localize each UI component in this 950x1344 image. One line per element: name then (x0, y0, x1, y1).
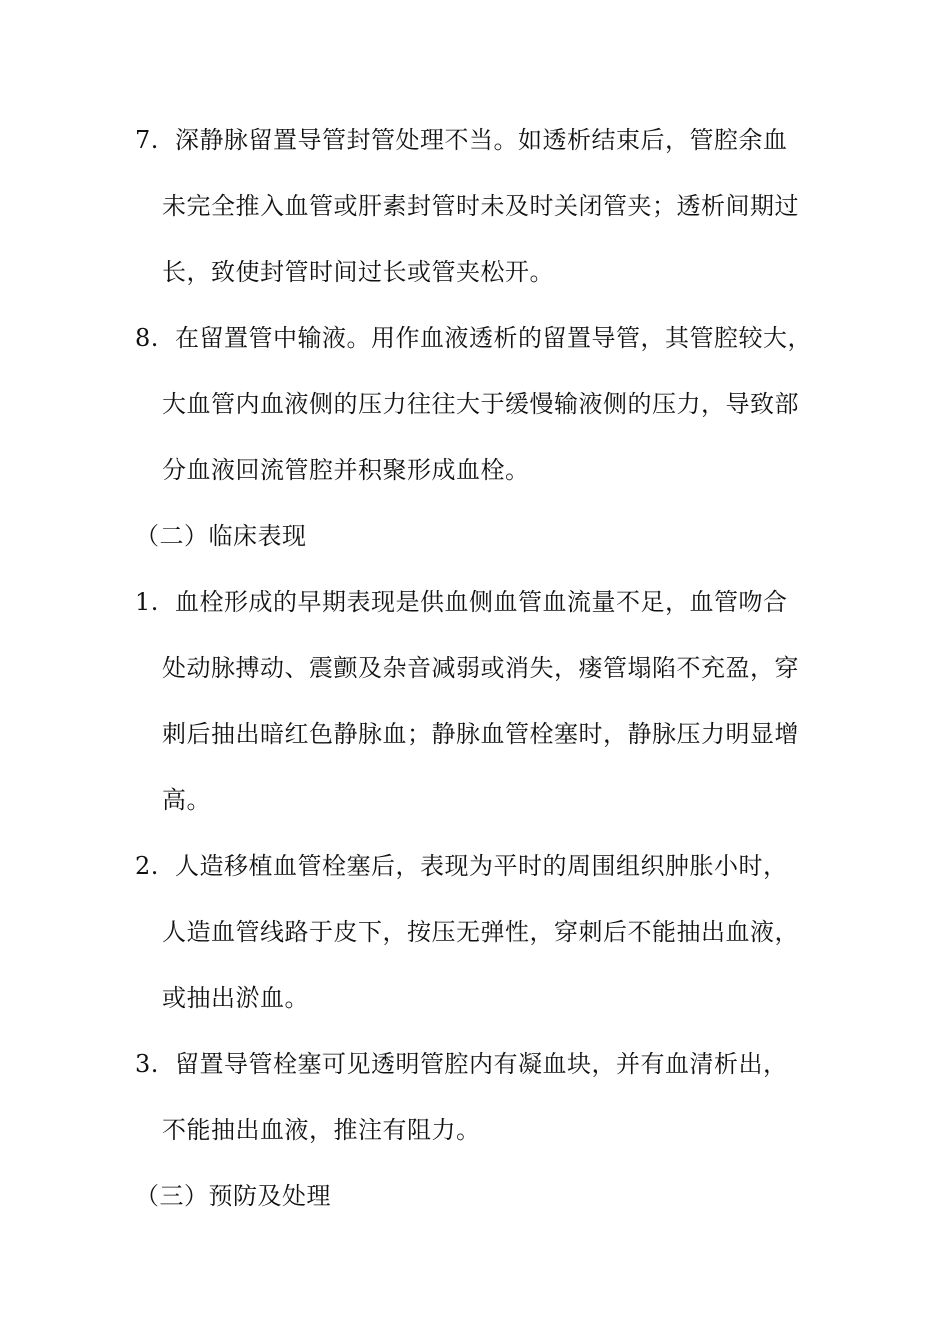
list-item-7-line-1 (135, 125, 788, 155)
list-item-s2-1-line-2: 处动脉搏动、震颤及杂音减弱或消失，瘘管塌陷不充盈，穿 (162, 654, 799, 682)
list-item-s2-2-line-1 (135, 851, 788, 881)
paragraph-text: 血栓形成的早期表现是供血侧血管血流量不足，血管吻合 (175, 588, 788, 616)
paragraph-text: 留置导管栓塞可见透明管腔内有凝血块，并有血清析出， (175, 1050, 788, 1078)
list-item-8-line-1 (135, 323, 812, 353)
list-item-s2-3-line-2: 不能抽出血液，推注有阻力。 (162, 1116, 481, 1144)
list-item-7-line-2: 未完全推入血管或肝素封管时未及时关闭管夹；透析间期过 (162, 192, 799, 220)
list-item-s2-3-line-1 (135, 1049, 788, 1079)
list-item-8-line-3: 分血液回流管腔并积聚形成血栓。 (162, 456, 530, 484)
list-item-s2-1-line-1 (135, 587, 788, 617)
paragraph-text: 深静脉留置导管封管处理不当。如透析结束后，管腔余血 (175, 126, 788, 154)
list-number: 1. (135, 588, 159, 616)
list-item-s2-2-line-3: 或抽出淤血。 (162, 984, 309, 1012)
list-item-7-line-3: 长，致使封管时间过长或管夹松开。 (162, 258, 554, 286)
list-item-s2-1-line-4: 高。 (162, 786, 211, 814)
list-number: 7. (135, 126, 159, 154)
list-item-s2-1-line-3: 刺后抽出暗红色静脉血；静脉血管栓塞时，静脉压力明显增 (162, 720, 799, 748)
list-item-8-line-2: 大血管内血液侧的压力往往大于缓慢输液侧的压力，导致部 (162, 390, 799, 418)
paragraph-text: 人造移植血管栓塞后，表现为平时的周围组织肿胀小时， (175, 852, 788, 880)
list-number: 3. (135, 1050, 159, 1078)
paragraph-text: 在留置管中输液。用作血液透析的留置导管，其管腔较大， (175, 324, 812, 352)
section-heading-clinical: （二）临床表现 (135, 522, 307, 550)
list-number: 8. (135, 324, 159, 352)
section-heading-prevention: （三）预防及处理 (135, 1182, 331, 1210)
list-number: 2. (135, 852, 159, 880)
list-item-s2-2-line-2: 人造血管线路于皮下，按压无弹性，穿刺后不能抽出血液， (162, 918, 799, 946)
